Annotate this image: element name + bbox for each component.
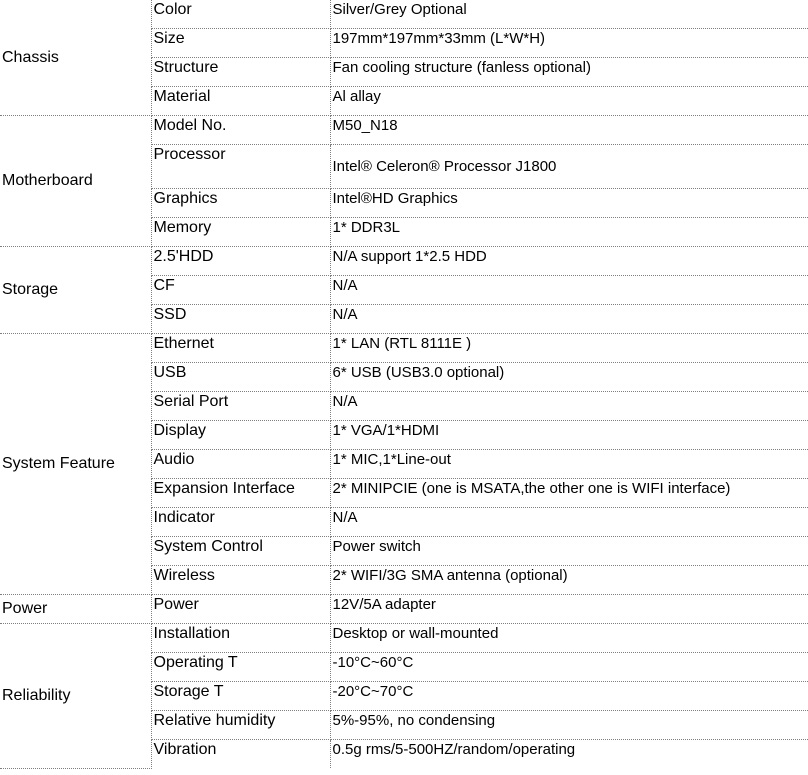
spec-label-cell: Vibration (151, 740, 330, 769)
spec-label-cell: 2.5'HDD (151, 247, 330, 276)
spec-label-cell: CF (151, 276, 330, 305)
spec-value-cell: 1* LAN (RTL 8111E ) (330, 334, 808, 363)
spec-value-cell: 5%-95%, no condensing (330, 711, 808, 740)
table-row (0, 595, 808, 624)
spec-label-cell: Size (151, 29, 330, 58)
spec-value-cell: M50_N18 (330, 116, 808, 145)
table-row (0, 0, 808, 29)
spec-label-cell: Installation (151, 624, 330, 653)
category-cell: Motherboard (0, 116, 151, 247)
spec-value-cell: Intel®HD Graphics (330, 189, 808, 218)
table-row (0, 116, 808, 145)
spec-value-cell: 197mm*197mm*33mm (L*W*H) (330, 29, 808, 58)
spec-value-cell: N/A (330, 305, 808, 334)
spec-value-cell: N/A support 1*2.5 HDD (330, 247, 808, 276)
spec-label-cell: SSD (151, 305, 330, 334)
spec-label-cell: Serial Port (151, 392, 330, 421)
spec-value-cell: Silver/Grey Optional (330, 0, 808, 29)
table-row (0, 334, 808, 363)
spec-label-cell: Color (151, 0, 330, 29)
spec-value-cell: N/A (330, 508, 808, 537)
spec-label-cell: Ethernet (151, 334, 330, 363)
spec-label-cell: Memory (151, 218, 330, 247)
spec-value-cell: 6* USB (USB3.0 optional) (330, 363, 808, 392)
spec-value-cell: Desktop or wall-mounted (330, 624, 808, 653)
category-cell: Chassis (0, 0, 151, 116)
spec-value-cell: Power switch (330, 537, 808, 566)
spec-label-cell: Model No. (151, 116, 330, 145)
spec-label-cell: Material (151, 87, 330, 116)
spec-value-cell: 1* VGA/1*HDMI (330, 421, 808, 450)
spec-label-cell: Wireless (151, 566, 330, 595)
spec-value-cell: -20°C~70°C (330, 682, 808, 711)
category-cell: Storage (0, 247, 151, 334)
spec-value-cell: N/A (330, 392, 808, 421)
spec-label-cell: Graphics (151, 189, 330, 218)
spec-value-cell: 12V/5A adapter (330, 595, 808, 624)
spec-value-cell: 1* DDR3L (330, 218, 808, 247)
spec-value-cell: Fan cooling structure (fanless optional) (330, 58, 808, 87)
spec-label-cell: Relative humidity (151, 711, 330, 740)
spec-value-cell: Intel® Celeron® Processor J1800 (330, 145, 808, 189)
category-cell: Power (0, 595, 151, 624)
spec-value-cell: N/A (330, 276, 808, 305)
spec-value-cell: 0.5g rms/5-500HZ/random/operating (330, 740, 808, 769)
spec-label-cell: System Control (151, 537, 330, 566)
spec-value-cell: -10°C~60°C (330, 653, 808, 682)
spec-label-cell: Expansion Interface (151, 479, 330, 508)
spec-value-cell: Al allay (330, 87, 808, 116)
spec-label-cell: Operating T (151, 653, 330, 682)
category-cell: System Feature (0, 334, 151, 595)
spec-label-cell: Structure (151, 58, 330, 87)
spec-label-cell: Audio (151, 450, 330, 479)
spec-value-cell: 2* WIFI/3G SMA antenna (optional) (330, 566, 808, 595)
spec-label-cell: Display (151, 421, 330, 450)
table-row (0, 624, 808, 653)
spec-label-cell: Power (151, 595, 330, 624)
category-cell: Reliability (0, 624, 151, 769)
spec-label-cell: Indicator (151, 508, 330, 537)
spec-label-cell: USB (151, 363, 330, 392)
spec-label-cell: Processor (151, 145, 330, 189)
table-row (0, 247, 808, 276)
spec-value-cell: 2* MINIPCIE (one is MSATA,the other one is WIFI interface) (330, 479, 808, 508)
spec-label-cell: Storage T (151, 682, 330, 711)
spec-value-cell: 1* MIC,1*Line-out (330, 450, 808, 479)
